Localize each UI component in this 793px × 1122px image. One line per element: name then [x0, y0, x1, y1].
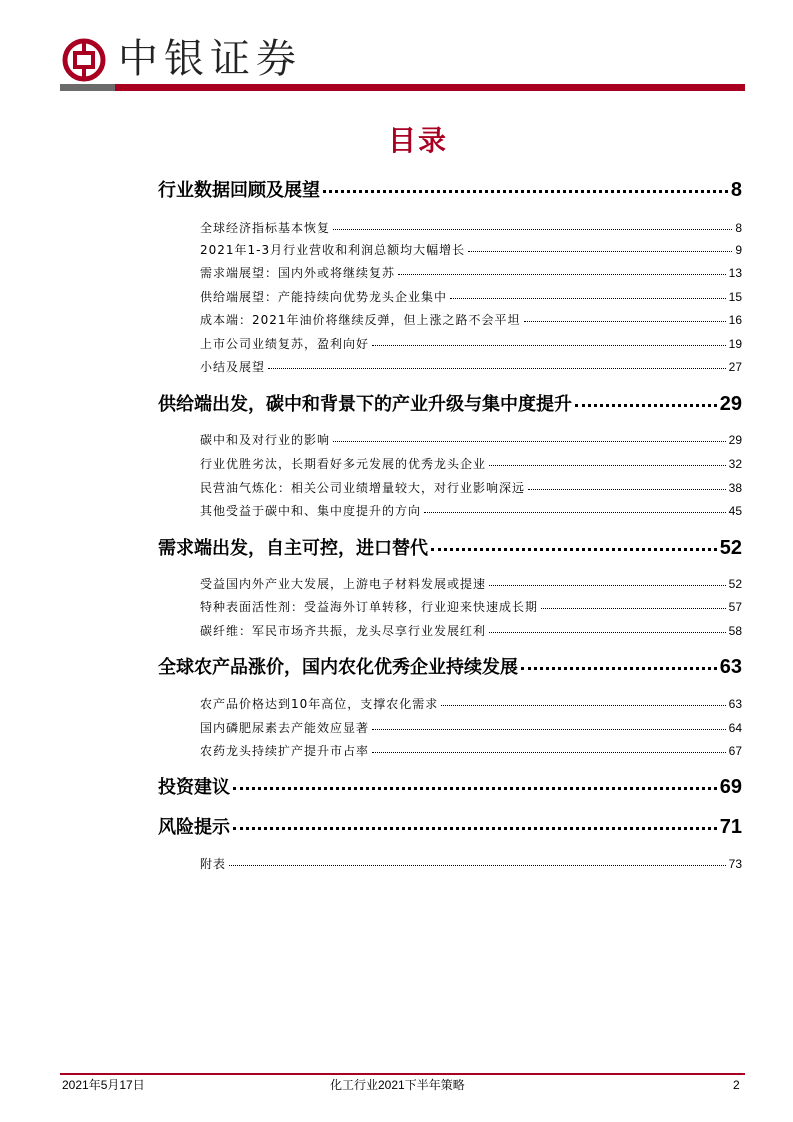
toc-entry-label: 农产品价格达到10年高位，支撑农化需求: [200, 697, 439, 711]
dot-leader: [323, 190, 728, 193]
toc-chapter-entry[interactable]: [158, 537, 742, 560]
toc-entry-label: 农药龙头持续扩产提升市占率: [200, 744, 370, 758]
toc-entry-page: 52: [728, 577, 742, 591]
toc-entry-page: 29: [719, 393, 742, 415]
dot-leader: [229, 865, 726, 866]
dot-leader: [333, 229, 732, 230]
toc-entry-page: 13: [728, 266, 742, 280]
dot-leader: [398, 274, 726, 275]
toc-entry-page: 32: [728, 457, 742, 471]
bank-of-china-logo: [62, 37, 106, 83]
dot-leader: [524, 321, 726, 322]
toc-entry-label: 全球农产品涨价，国内农化优秀企业持续发展: [158, 657, 518, 678]
toc-section-entry[interactable]: [200, 720, 742, 736]
toc-entry-page: 9: [735, 243, 742, 257]
brand-name: 中银证券: [118, 36, 302, 82]
toc-section-entry[interactable]: [200, 503, 742, 519]
dot-leader: [372, 729, 726, 730]
toc-entry-page: 38: [728, 481, 742, 495]
toc-entry-label: 需求端展望：国内外或将继续复苏: [200, 266, 396, 280]
dot-leader: [528, 489, 726, 490]
toc-entry-label: 受益国内外产业大发展，上游电子材料发展或提速: [200, 577, 487, 591]
toc-chapter-entry[interactable]: [158, 179, 742, 202]
toc-entry-page: 8: [735, 221, 742, 235]
dot-leader: [575, 404, 717, 407]
footer-date: 2021年5月17日: [62, 1078, 145, 1092]
toc-entry-page: 16: [728, 313, 742, 327]
dot-leader: [521, 667, 717, 670]
toc-section-entry[interactable]: [200, 265, 742, 281]
dot-leader: [489, 465, 726, 466]
toc-section-entry[interactable]: [200, 576, 742, 592]
toc-section-entry[interactable]: [200, 623, 742, 639]
toc-entry-label: 行业数据回顾及展望: [158, 180, 320, 201]
toc-entry-page: 15: [728, 290, 742, 304]
toc-entry-label: 2021年1-3月行业营收和利润总额均大幅增长: [200, 243, 466, 257]
footer-report-title: 化工行业2021下半年策略: [330, 1078, 465, 1092]
toc-entry-page: 64: [728, 721, 742, 735]
toc-section-entry[interactable]: [200, 599, 742, 615]
dot-leader: [431, 548, 717, 551]
toc-entry-label: 碳纤维：军民市场齐共振，龙头尽享行业发展红利: [200, 624, 487, 638]
toc-section-entry[interactable]: [200, 220, 742, 236]
toc-title: 目录: [387, 124, 448, 157]
toc-entry-label: 行业优胜劣汰，长期看好多元发展的优秀龙头企业: [200, 457, 487, 471]
footer-rule: [60, 1073, 745, 1075]
toc-entry-label: 民营油气炼化：相关公司业绩增量较大，对行业影响深远: [200, 481, 526, 495]
toc-section-entry[interactable]: [200, 312, 742, 328]
dot-leader: [450, 298, 726, 299]
toc-entry-page: 8: [730, 179, 742, 201]
toc-chapter-entry[interactable]: [158, 393, 742, 416]
toc-entry-label: 供给端展望：产能持续向优势龙头企业集中: [200, 290, 448, 304]
toc-entry-label: 全球经济指标基本恢复: [200, 221, 331, 235]
toc-entry-page: 63: [719, 656, 742, 678]
toc-chapter-entry[interactable]: [158, 656, 742, 679]
toc-entry-page: 29: [728, 433, 742, 447]
dot-leader: [333, 441, 726, 442]
toc-entry-page: 73: [728, 857, 742, 871]
dot-leader: [541, 608, 726, 609]
toc-entry-label: 附表: [200, 857, 227, 871]
toc-entry-label: 碳中和及对行业的影响: [200, 433, 331, 447]
toc-entry-page: 52: [719, 537, 742, 559]
toc-entry-label: 需求端出发，自主可控，进口替代: [158, 538, 428, 559]
toc-entry-page: 57: [728, 600, 742, 614]
toc-section-entry[interactable]: [200, 743, 742, 759]
toc-entry-page: 27: [728, 360, 742, 374]
toc-section-entry[interactable]: [200, 856, 742, 872]
toc-entry-label: 国内磷肥尿素去产能效应显著: [200, 721, 370, 735]
toc-entry-label: 特种表面活性剂：受益海外订单转移，行业迎来快速成长期: [200, 600, 539, 614]
dot-leader: [441, 705, 725, 706]
toc-entry-page: 58: [728, 624, 742, 638]
toc-section-entry[interactable]: [200, 480, 742, 496]
header-bar-red: [115, 84, 745, 91]
toc-chapter-entry[interactable]: [158, 816, 742, 839]
dot-leader: [372, 345, 726, 346]
toc-section-entry[interactable]: [200, 696, 742, 712]
dot-leader: [233, 787, 717, 790]
toc-entry-page: 71: [719, 816, 742, 838]
dot-leader: [489, 632, 726, 633]
dot-leader: [268, 368, 726, 369]
toc-entry-page: 45: [728, 504, 742, 518]
dot-leader: [424, 512, 726, 513]
toc-section-entry[interactable]: [200, 359, 742, 375]
toc-chapter-entry[interactable]: [158, 776, 742, 799]
dot-leader: [372, 752, 726, 753]
footer-page-number: 2: [733, 1078, 740, 1092]
toc-entry-page: 63: [728, 697, 742, 711]
toc-entry-label: 其他受益于碳中和、集中度提升的方向: [200, 504, 422, 518]
toc-entry-label: 风险提示: [158, 817, 230, 838]
dot-leader: [489, 585, 726, 586]
toc-section-entry[interactable]: [200, 242, 742, 258]
dot-leader: [468, 251, 732, 252]
toc-entry-label: 成本端：2021年油价将继续反弹，但上涨之路不会平坦: [200, 313, 521, 327]
toc-entry-label: 小结及展望: [200, 360, 266, 374]
toc-entry-page: 69: [719, 776, 742, 798]
toc-section-entry[interactable]: [200, 432, 742, 448]
toc-section-entry[interactable]: [200, 336, 742, 352]
toc-entry-label: 供给端出发，碳中和背景下的产业升级与集中度提升: [158, 394, 572, 415]
toc-entry-page: 67: [728, 744, 742, 758]
toc-entry-label: 投资建议: [158, 777, 230, 798]
toc-entry-page: 19: [728, 337, 742, 351]
dot-leader: [233, 827, 717, 830]
toc-section-entry[interactable]: [200, 289, 742, 305]
header-bar-gray: [60, 84, 115, 91]
toc-entry-label: 上市公司业绩复苏，盈利向好: [200, 337, 370, 351]
toc-section-entry[interactable]: [200, 456, 742, 472]
